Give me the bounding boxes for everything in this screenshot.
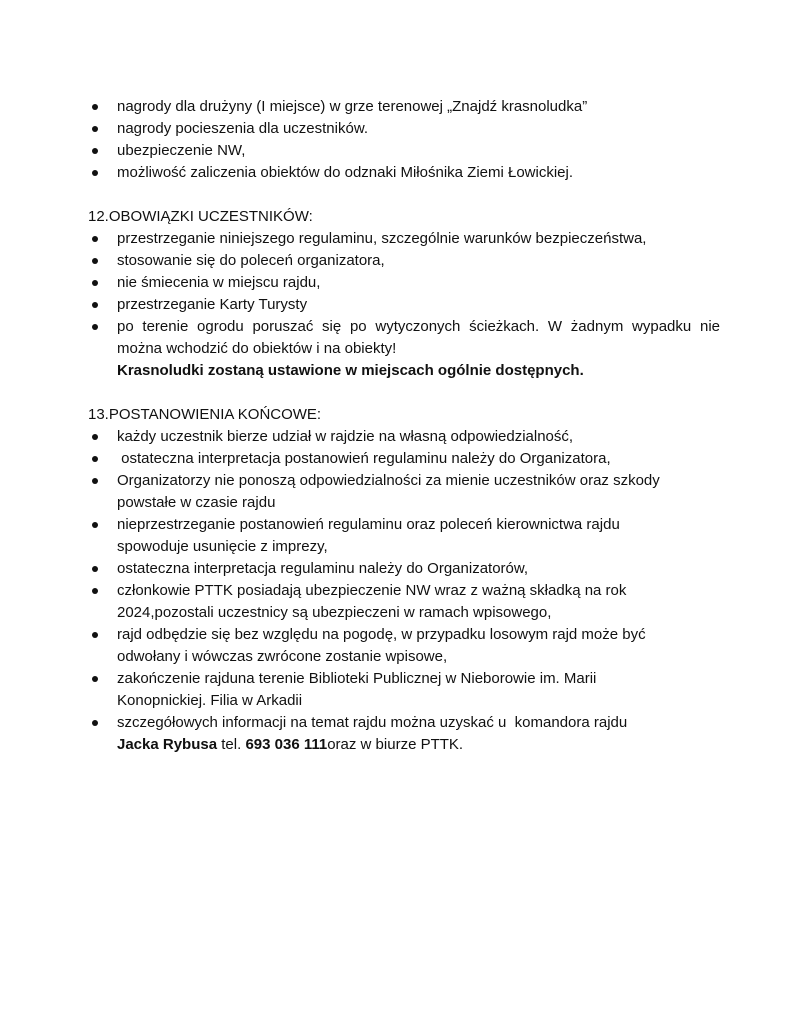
list-item: nieprzestrzeganie postanowień regulaminu oraz poleceń kierownictwa rajdu spowoduje usunięcie z imprezy, (88, 514, 720, 558)
bullet-icon (92, 588, 98, 594)
bullet-icon (92, 720, 98, 726)
list-item: każdy uczestnik bierze udział w rajdzie na własną odpowiedzialność, (88, 426, 720, 448)
bullet-icon (92, 434, 98, 440)
important-note: Krasnoludki zostaną ustawione w miejscach ogólnie dostępnych. (117, 362, 584, 379)
bullet-icon (92, 126, 98, 132)
bullet-icon (92, 478, 98, 484)
section-number: 12. (88, 208, 109, 225)
list-item: stosowanie się do poleceń organizatora, (88, 250, 720, 272)
section-12-heading (88, 206, 720, 228)
list-item: możliwość zaliczenia obiektów do odznaki Miłośnika Ziemi Łowickiej. (88, 162, 720, 184)
list-item: przestrzeganie Karty Turysty (88, 294, 720, 316)
list-item: ostateczna interpretacja regulaminu należy do Organizatorów, (88, 558, 720, 580)
section-13-heading (88, 404, 720, 426)
bullet-icon (92, 170, 98, 176)
contact-line: Jacka Rybusa tel. 693 036 111oraz w biurze PTTK. (117, 736, 464, 753)
list-item: nagrody dla drużyny (I miejsce) w grze terenowej „Znajdź krasnoludka” (88, 96, 720, 118)
section-13-list (88, 426, 720, 756)
section-number: 13. (88, 406, 109, 423)
contact-name: Jacka Rybusa (117, 736, 218, 753)
list-item: przestrzeganie niniejszego regulaminu, szczególnie warunków bezpieczeństwa, (88, 228, 720, 250)
bullet-icon (92, 522, 98, 528)
list-item: nie śmiecenia w miejscu rajdu, (88, 272, 720, 294)
list-item: członkowie PTTK posiadają ubezpieczenie NW wraz z ważną składką na rok 2024,pozostali uczestnicy są ubezpieczeni w ramach wpisowego, (88, 580, 720, 624)
bullet-icon (92, 302, 98, 308)
list-item: rajd odbędzie się bez względu na pogodę, w przypadku losowym rajd może być odwołany i wówczas zwrócone zostanie wpisowe, (88, 624, 720, 668)
document-content (88, 96, 720, 756)
bullet-icon (92, 148, 98, 154)
bullet-icon (92, 258, 98, 264)
bullet-icon (92, 566, 98, 572)
bullet-icon (92, 236, 98, 242)
list-item: ubezpieczenie NW, (88, 140, 720, 162)
list-item: ostateczna interpretacja postanowień regulaminu należy do Organizatora, (88, 448, 720, 470)
bullet-icon (92, 324, 98, 330)
section-title: OBOWIĄZKI UCZESTNIKÓW: (108, 208, 313, 225)
bullet-icon (92, 632, 98, 638)
list-item: nagrody pocieszenia dla uczestników. (88, 118, 720, 140)
list-item: Organizatorzy nie ponoszą odpowiedzialności za mienie uczestników oraz szkody powstałe w czasie rajdu (88, 470, 720, 514)
contact-phone: 693 036 111 (245, 736, 328, 753)
section-title: POSTANOWIENIA KOŃCOWE: (108, 406, 322, 423)
bullet-icon (92, 676, 98, 682)
list-item: szczegółowych informacji na temat rajdu można uzyskać u komandora rajdu Jacka Rybusa tel. 693 036 111oraz w biurze PTTK. (88, 712, 720, 756)
bullet-icon (92, 280, 98, 286)
list-item: po terenie ogrodu poruszać się po wytyczonych ścieżkach. W żadnym wypadku nie można wchodzić do obiektów i na obiekty! Krasnoludki zostaną ustawione w miejscach ogólnie dostępnych. (88, 316, 720, 382)
list-item: zakończenie rajduna terenie Biblioteki Publicznej w Nieborowie im. Marii Konopnickiej. Filia w Arkadii (88, 668, 720, 712)
bullet-icon (92, 104, 98, 110)
section-12-list (88, 228, 720, 382)
prizes-list (88, 96, 720, 184)
bullet-icon (92, 456, 98, 462)
